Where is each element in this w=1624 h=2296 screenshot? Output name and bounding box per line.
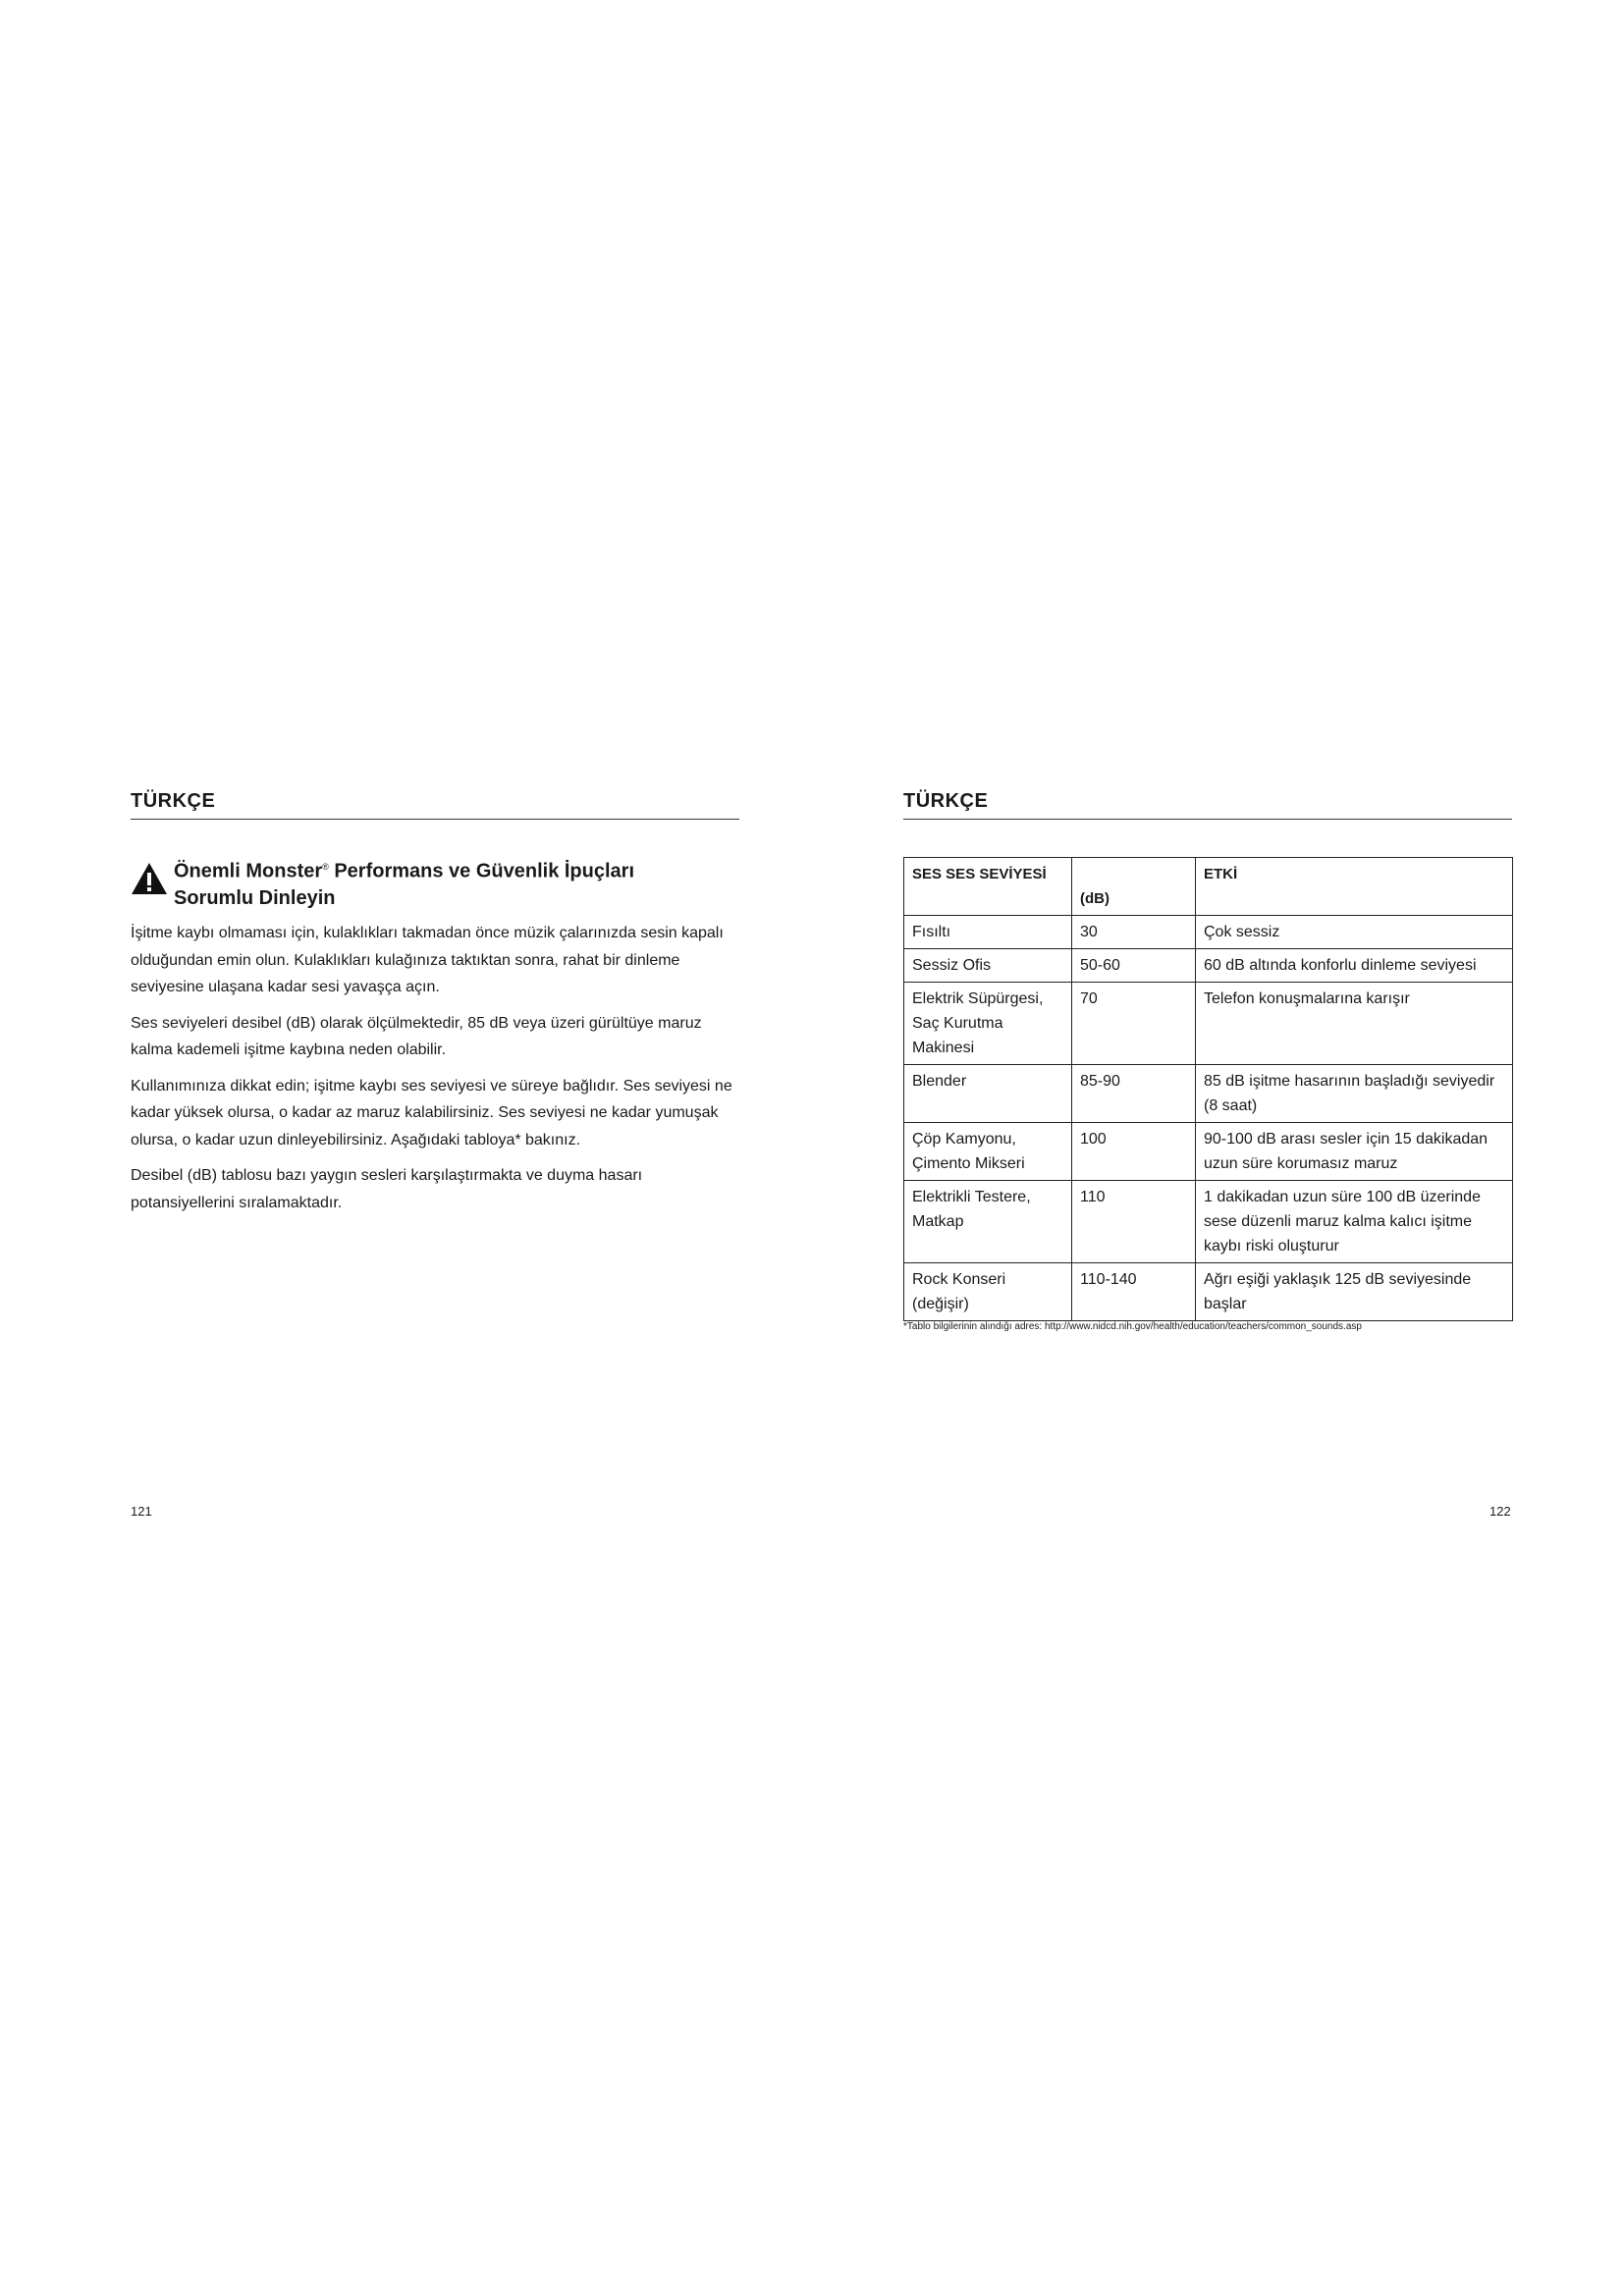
paragraph: İşitme kaybı olmaması için, kulaklıkları takmadan önce müzik çalarınızda sesin kapalı olduğundan emin olun. Kulaklıkları kulağınıza taktıktan sonra, rahat bir dinleme seviyesine ulaşana kadar sesi yavaşça açın. <box>131 925 724 995</box>
cell-effect: Telefon konuşmalarına karışır <box>1196 983 1513 1065</box>
page-number: 121 <box>131 1504 152 1519</box>
table-row <box>904 1065 1513 1123</box>
cell-level: 50-60 <box>1072 949 1196 983</box>
cell-level: 110 <box>1072 1181 1196 1263</box>
warning-icon <box>131 862 168 895</box>
table-row <box>904 949 1513 983</box>
table-source-footnote: *Tablo bilgilerinin alındığı adres: http://www.nidcd.nih.gov/health/education/teachers/common_sounds.asp <box>903 1321 1362 1332</box>
column-header-source: SES SES SEVİYESİ <box>904 858 1072 916</box>
cell-level: 30 <box>1072 916 1196 949</box>
cell-effect: 1 dakikadan uzun süre 100 dB üzerinde sese düzenli maruz kalma kalıcı işitme kaybı riski oluşturur <box>1196 1181 1513 1263</box>
heading-line-1: Önemli Monster® Performans ve Güvenlik İpuçları <box>174 860 635 882</box>
table-row <box>904 983 1513 1065</box>
cell-source: Rock Konseri (değişir) <box>904 1263 1072 1321</box>
decibel-table <box>903 857 1513 1321</box>
cell-source: Çöp Kamyonu, Çimento Mikseri <box>904 1123 1072 1181</box>
section-heading <box>174 854 733 912</box>
safety-text <box>131 920 739 1225</box>
table-row <box>904 916 1513 949</box>
cell-level: 100 <box>1072 1123 1196 1181</box>
cell-effect: Ağrı eşiği yaklaşık 125 dB seviyesinde başlar <box>1196 1263 1513 1321</box>
cell-level: 110-140 <box>1072 1263 1196 1321</box>
paragraph: Kullanımınıza dikkat edin; işitme kaybı ses seviyesi ve süreye bağlıdır. Ses seviyesi ne kadar yüksek olursa, o kadar az maruz kalabilirsiniz. Ses seviyesi ne kadar yumuşak olursa, o kadar uzun dinleyebilirsiniz. Aşağıdaki tabloya* bakınız. <box>131 1077 732 1148</box>
page-header-title: TÜRKÇE <box>131 790 216 812</box>
cell-source: Blender <box>904 1065 1072 1123</box>
cell-effect: Çok sessiz <box>1196 916 1513 949</box>
column-header-effect: ETKİ <box>1196 858 1513 916</box>
cell-effect: 85 dB işitme hasarının başladığı seviyedir (8 saat) <box>1196 1065 1513 1123</box>
header-divider <box>903 819 1512 820</box>
trademark-symbol: ® <box>322 862 329 872</box>
page-number: 122 <box>1489 1504 1511 1519</box>
cell-source: Sessiz Ofis <box>904 949 1072 983</box>
paragraph: Desibel (dB) tablosu bazı yaygın sesleri karşılaştırmakta ve duyma hasarı potansiyellerini sıralamaktadır. <box>131 1167 643 1211</box>
cell-level: 70 <box>1072 983 1196 1065</box>
header-divider <box>131 819 739 820</box>
table-row <box>904 1123 1513 1181</box>
table-row <box>904 1263 1513 1321</box>
cell-source: Elektrikli Testere, Matkap <box>904 1181 1072 1263</box>
cell-source: Fısıltı <box>904 916 1072 949</box>
column-header-db: (dB) <box>1072 858 1196 916</box>
heading-line-2: Sorumlu Dinleyin <box>174 886 336 909</box>
cell-effect: 60 dB altında konforlu dinleme seviyesi <box>1196 949 1513 983</box>
page-header-title: TÜRKÇE <box>903 790 989 812</box>
table-header-row <box>904 858 1513 916</box>
cell-level: 85-90 <box>1072 1065 1196 1123</box>
cell-source: Elektrik Süpürgesi, Saç Kurutma Makinesi <box>904 983 1072 1065</box>
cell-effect: 90-100 dB arası sesler için 15 dakikadan uzun süre korumasız maruz <box>1196 1123 1513 1181</box>
paragraph: Ses seviyeleri desibel (dB) olarak ölçülmektedir, 85 dB veya üzeri gürültüye maruz kalma kademeli işitme kaybına neden olabilir. <box>131 1014 702 1058</box>
table-row <box>904 1181 1513 1263</box>
